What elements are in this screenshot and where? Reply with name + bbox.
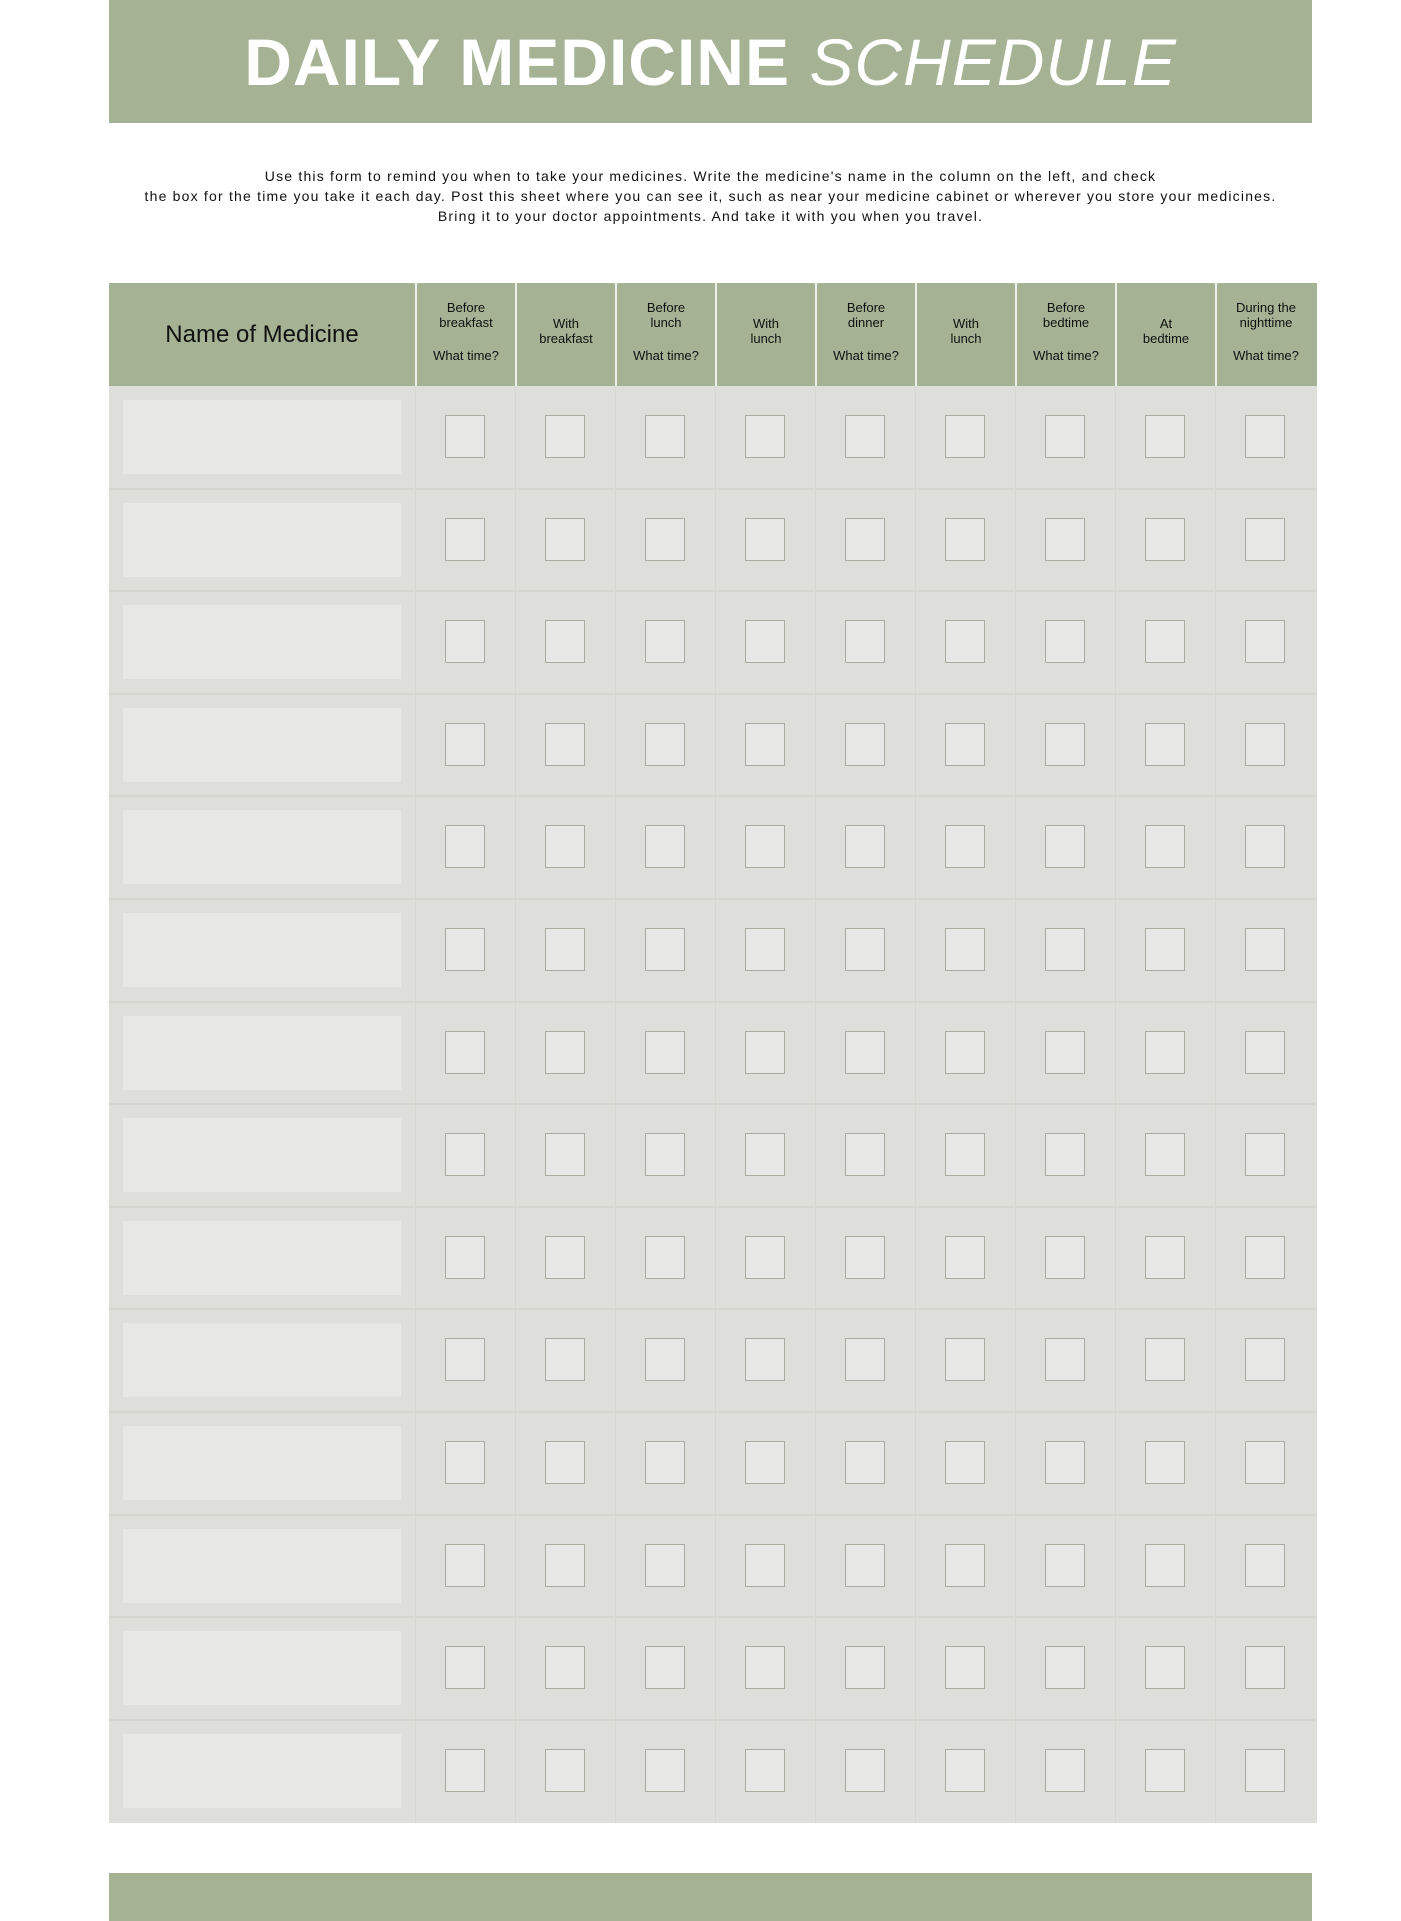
checkbox[interactable] bbox=[1045, 415, 1085, 458]
checkbox[interactable] bbox=[845, 1338, 885, 1381]
row-divider bbox=[109, 488, 1317, 490]
name-of-medicine-header: Name of Medicine bbox=[165, 320, 359, 348]
checkbox[interactable] bbox=[445, 1338, 485, 1381]
checkbox[interactable] bbox=[845, 928, 885, 971]
checkbox[interactable] bbox=[1045, 1441, 1085, 1484]
checkbox[interactable] bbox=[1045, 1338, 1085, 1381]
checkbox[interactable] bbox=[1245, 518, 1285, 561]
column-label: During the nighttime bbox=[1236, 300, 1296, 330]
checkbox[interactable] bbox=[445, 620, 485, 663]
checkbox[interactable] bbox=[645, 415, 685, 458]
checkbox[interactable] bbox=[845, 1031, 885, 1074]
checkbox[interactable] bbox=[1045, 518, 1085, 561]
medicine-name-field[interactable] bbox=[123, 400, 401, 474]
medicine-schedule-table bbox=[109, 283, 1317, 1823]
column-header-before-bedtime bbox=[1015, 283, 1115, 386]
checkbox[interactable] bbox=[1245, 1031, 1285, 1074]
checkbox[interactable] bbox=[1145, 415, 1185, 458]
page-title bbox=[244, 24, 1177, 99]
checkbox[interactable] bbox=[545, 1133, 585, 1176]
checkbox[interactable] bbox=[745, 723, 785, 766]
checkbox[interactable] bbox=[1145, 723, 1185, 766]
column-header-before-dinner bbox=[815, 283, 915, 386]
checkbox[interactable] bbox=[945, 723, 985, 766]
checkbox[interactable] bbox=[1045, 1749, 1085, 1792]
checkbox[interactable] bbox=[745, 1544, 785, 1587]
medicine-name-field[interactable] bbox=[123, 1221, 401, 1295]
medicine-name-field[interactable] bbox=[123, 708, 401, 782]
checkbox[interactable] bbox=[545, 1338, 585, 1381]
footer-banner bbox=[109, 1873, 1312, 1921]
column-header-at-bedtime bbox=[1115, 283, 1215, 386]
checkbox[interactable] bbox=[645, 928, 685, 971]
checkbox[interactable] bbox=[945, 1133, 985, 1176]
checkbox[interactable] bbox=[1145, 825, 1185, 868]
checkbox[interactable] bbox=[645, 1646, 685, 1689]
medicine-name-field[interactable] bbox=[123, 1323, 401, 1397]
medicine-name-field[interactable] bbox=[123, 1118, 401, 1192]
row-divider bbox=[109, 898, 1317, 900]
checkbox[interactable] bbox=[845, 620, 885, 663]
checkbox[interactable] bbox=[645, 1441, 685, 1484]
checkbox[interactable] bbox=[445, 1646, 485, 1689]
checkbox[interactable] bbox=[1245, 1236, 1285, 1279]
column-label: With breakfast bbox=[539, 316, 593, 346]
checkbox[interactable] bbox=[1145, 1338, 1185, 1381]
checkbox[interactable] bbox=[445, 1031, 485, 1074]
checkbox[interactable] bbox=[745, 1441, 785, 1484]
checkbox[interactable] bbox=[1145, 1646, 1185, 1689]
medicine-name-field[interactable] bbox=[123, 1016, 401, 1090]
checkbox[interactable] bbox=[545, 518, 585, 561]
column-label: Before dinner bbox=[846, 300, 886, 330]
checkbox[interactable] bbox=[845, 518, 885, 561]
checkbox[interactable] bbox=[645, 518, 685, 561]
instructions-line: Bring it to your doctor appointments. And take it with you when you travel. bbox=[437, 208, 984, 224]
what-time-label: What time? bbox=[433, 348, 499, 363]
checkbox[interactable] bbox=[645, 1236, 685, 1279]
row-divider bbox=[109, 1719, 1317, 1721]
checkbox[interactable] bbox=[1045, 1031, 1085, 1074]
checkbox[interactable] bbox=[945, 1338, 985, 1381]
checkbox[interactable] bbox=[1245, 1441, 1285, 1484]
instructions-line: the box for the time you take it each day. Post this sheet where you can see it, such as near your medicine cabinet or wherever you store your medicines. bbox=[144, 188, 1277, 204]
checkbox[interactable] bbox=[445, 1236, 485, 1279]
checkbox[interactable] bbox=[1045, 1236, 1085, 1279]
checkbox[interactable] bbox=[445, 1133, 485, 1176]
checkbox[interactable] bbox=[645, 1544, 685, 1587]
checkbox[interactable] bbox=[745, 1749, 785, 1792]
checkbox[interactable] bbox=[945, 1646, 985, 1689]
checkbox[interactable] bbox=[945, 415, 985, 458]
checkbox[interactable] bbox=[1145, 620, 1185, 663]
column-header-before-lunch bbox=[615, 283, 715, 386]
checkbox[interactable] bbox=[945, 928, 985, 971]
checkbox[interactable] bbox=[545, 415, 585, 458]
checkbox[interactable] bbox=[545, 1031, 585, 1074]
checkbox[interactable] bbox=[545, 620, 585, 663]
medicine-name-field[interactable] bbox=[123, 810, 401, 884]
checkbox[interactable] bbox=[545, 723, 585, 766]
checkbox[interactable] bbox=[745, 1236, 785, 1279]
checkbox[interactable] bbox=[445, 825, 485, 868]
checkbox[interactable] bbox=[1245, 723, 1285, 766]
checkbox[interactable] bbox=[845, 723, 885, 766]
row-divider bbox=[109, 693, 1317, 695]
checkbox[interactable] bbox=[745, 1031, 785, 1074]
checkbox[interactable] bbox=[1245, 1338, 1285, 1381]
checkbox[interactable] bbox=[445, 415, 485, 458]
checkbox[interactable] bbox=[445, 1441, 485, 1484]
column-label: With lunch bbox=[950, 316, 982, 346]
checkbox[interactable] bbox=[445, 518, 485, 561]
checkbox[interactable] bbox=[1045, 1544, 1085, 1587]
checkbox[interactable] bbox=[945, 1441, 985, 1484]
checkbox[interactable] bbox=[645, 825, 685, 868]
checkbox[interactable] bbox=[445, 1749, 485, 1792]
title-italic: SCHEDULE bbox=[809, 24, 1177, 99]
checkbox[interactable] bbox=[1145, 1749, 1185, 1792]
checkbox[interactable] bbox=[1145, 1236, 1185, 1279]
instructions bbox=[109, 166, 1312, 226]
checkbox[interactable] bbox=[445, 1544, 485, 1587]
checkbox[interactable] bbox=[845, 1544, 885, 1587]
checkbox[interactable] bbox=[945, 518, 985, 561]
row-divider bbox=[109, 1514, 1317, 1516]
checkbox[interactable] bbox=[1145, 928, 1185, 971]
checkbox[interactable] bbox=[1245, 1133, 1285, 1176]
medicine-name-field[interactable] bbox=[123, 1734, 401, 1808]
checkbox[interactable] bbox=[1145, 518, 1185, 561]
title-bold: DAILY MEDICINE bbox=[244, 24, 790, 99]
checkbox[interactable] bbox=[845, 1441, 885, 1484]
checkbox[interactable] bbox=[1245, 928, 1285, 971]
medicine-name-field[interactable] bbox=[123, 1529, 401, 1603]
checkbox[interactable] bbox=[945, 1031, 985, 1074]
checkbox[interactable] bbox=[1145, 1441, 1185, 1484]
medicine-name-field[interactable] bbox=[123, 1426, 401, 1500]
checkbox[interactable] bbox=[1045, 1646, 1085, 1689]
checkbox[interactable] bbox=[745, 415, 785, 458]
checkbox[interactable] bbox=[1045, 620, 1085, 663]
checkbox[interactable] bbox=[745, 518, 785, 561]
checkbox[interactable] bbox=[1045, 928, 1085, 971]
checkbox[interactable] bbox=[545, 928, 585, 971]
checkbox[interactable] bbox=[945, 1544, 985, 1587]
title-banner bbox=[109, 0, 1312, 123]
checkbox[interactable] bbox=[845, 1236, 885, 1279]
checkbox[interactable] bbox=[845, 1133, 885, 1176]
column-label: Before bedtime bbox=[1042, 300, 1090, 330]
checkbox[interactable] bbox=[1045, 825, 1085, 868]
column-header-with-lunch bbox=[915, 283, 1015, 386]
column-label: Before lunch bbox=[646, 300, 686, 330]
checkbox[interactable] bbox=[945, 1749, 985, 1792]
checkbox[interactable] bbox=[1245, 415, 1285, 458]
checkbox[interactable] bbox=[445, 928, 485, 971]
what-time-label: What time? bbox=[833, 348, 899, 363]
checkbox[interactable] bbox=[1145, 1133, 1185, 1176]
row-divider bbox=[109, 1411, 1317, 1413]
checkbox[interactable] bbox=[745, 1133, 785, 1176]
medicine-name-field[interactable] bbox=[123, 605, 401, 679]
checkbox[interactable] bbox=[645, 620, 685, 663]
row-divider bbox=[109, 590, 1317, 592]
checkbox[interactable] bbox=[845, 1646, 885, 1689]
what-time-label: What time? bbox=[633, 348, 699, 363]
table-header-row bbox=[109, 283, 1317, 386]
row-divider bbox=[109, 1103, 1317, 1105]
checkbox[interactable] bbox=[745, 1646, 785, 1689]
checkbox[interactable] bbox=[1145, 1031, 1185, 1074]
checkbox[interactable] bbox=[1245, 620, 1285, 663]
checkbox[interactable] bbox=[1045, 1133, 1085, 1176]
checkbox[interactable] bbox=[1245, 1544, 1285, 1587]
checkbox[interactable] bbox=[645, 723, 685, 766]
column-header-during-the-nighttime bbox=[1215, 283, 1315, 386]
checkbox[interactable] bbox=[945, 825, 985, 868]
checkbox[interactable] bbox=[745, 620, 785, 663]
medicine-name-field[interactable] bbox=[123, 1631, 401, 1705]
medicine-name-field[interactable] bbox=[123, 503, 401, 577]
row-divider bbox=[109, 1616, 1317, 1618]
what-time-label: What time? bbox=[1233, 348, 1299, 363]
row-divider bbox=[109, 1308, 1317, 1310]
row-divider bbox=[109, 1206, 1317, 1208]
checkbox[interactable] bbox=[745, 928, 785, 971]
checkbox[interactable] bbox=[745, 825, 785, 868]
column-header-before-breakfast bbox=[415, 283, 515, 386]
column-header-with-breakfast bbox=[515, 283, 615, 386]
checkbox[interactable] bbox=[945, 620, 985, 663]
checkbox[interactable] bbox=[545, 1441, 585, 1484]
checkbox[interactable] bbox=[1245, 1749, 1285, 1792]
checkbox[interactable] bbox=[445, 723, 485, 766]
checkbox[interactable] bbox=[645, 1031, 685, 1074]
checkbox[interactable] bbox=[645, 1133, 685, 1176]
medicine-name-field[interactable] bbox=[123, 913, 401, 987]
checkbox[interactable] bbox=[1245, 825, 1285, 868]
row-divider bbox=[109, 795, 1317, 797]
checkbox[interactable] bbox=[1045, 723, 1085, 766]
what-time-label: What time? bbox=[1033, 348, 1099, 363]
instructions-line: Use this form to remind you when to take your medicines. Write the medicine's name in the column on the left, and check bbox=[264, 168, 1157, 184]
checkbox[interactable] bbox=[545, 825, 585, 868]
checkbox[interactable] bbox=[645, 1749, 685, 1792]
column-label: Before breakfast bbox=[439, 300, 493, 330]
checkbox[interactable] bbox=[645, 1338, 685, 1381]
checkbox[interactable] bbox=[745, 1338, 785, 1381]
checkbox[interactable] bbox=[545, 1544, 585, 1587]
checkbox[interactable] bbox=[545, 1646, 585, 1689]
checkbox[interactable] bbox=[545, 1749, 585, 1792]
checkbox[interactable] bbox=[845, 1749, 885, 1792]
row-divider bbox=[109, 1001, 1317, 1003]
checkbox[interactable] bbox=[1245, 1646, 1285, 1689]
column-header-with-lunch bbox=[715, 283, 815, 386]
checkbox[interactable] bbox=[845, 825, 885, 868]
checkbox[interactable] bbox=[545, 1236, 585, 1279]
column-label: With lunch bbox=[750, 316, 782, 346]
checkbox[interactable] bbox=[845, 415, 885, 458]
column-label: At bedtime bbox=[1142, 316, 1190, 346]
checkbox[interactable] bbox=[945, 1236, 985, 1279]
checkbox[interactable] bbox=[1145, 1544, 1185, 1587]
